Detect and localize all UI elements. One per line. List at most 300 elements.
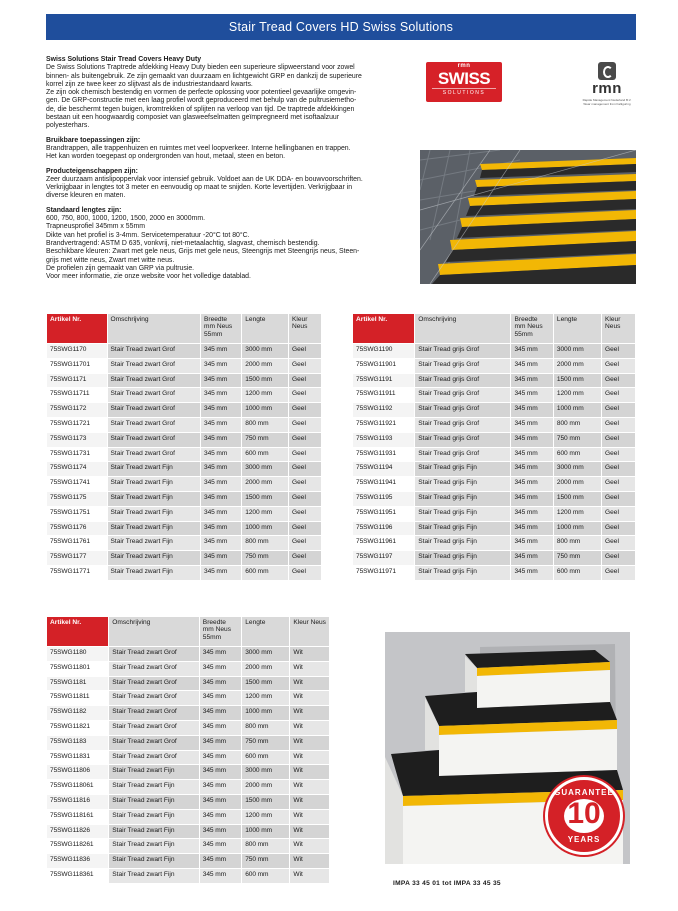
cell-length: 750 mm [553, 551, 601, 566]
intro-line: grijs met witte neus, Zwart met witte neus. [46, 256, 175, 264]
cell-width: 345 mm [511, 506, 553, 521]
cell-color: Geel [602, 388, 636, 403]
cell-color: Geel [289, 432, 322, 447]
cell-desc: Stair Tread zwart Fijn [109, 868, 200, 883]
cell-desc: Stair Tread zwart Grof [107, 373, 201, 388]
cell-color: Geel [602, 491, 636, 506]
cell-color: Geel [289, 417, 322, 432]
cell-width: 345 mm [201, 417, 242, 432]
cell-length: 1200 mm [242, 506, 289, 521]
cell-length: 600 mm [242, 868, 290, 883]
cell-code: 75SWG1175 [47, 491, 108, 506]
cell-color: Geel [602, 521, 636, 536]
column-header-code: Artikel Nr. [353, 314, 415, 344]
cell-desc: Stair Tread grijs Fijn [415, 462, 511, 477]
intro-line: Brandtrappen, alle trappenhuizen en ruimtes met veel loopverkeer. Interne hellingbanen en trappen. [46, 144, 351, 152]
cell-length: 800 mm [242, 536, 289, 551]
cell-desc: Stair Tread zwart Fijn [107, 506, 201, 521]
cell-code: 75SWG1183 [47, 735, 109, 750]
cell-desc: Stair Tread grijs Grof [415, 403, 511, 418]
cell-length: 2000 mm [242, 358, 289, 373]
cell-desc: Stair Tread zwart Grof [109, 647, 200, 662]
table-row [47, 417, 322, 432]
swiss-solutions-logo: rmn SWISS SOLUTIONS [426, 62, 502, 102]
cell-color: Wit [290, 824, 330, 839]
cell-width: 345 mm [201, 447, 242, 462]
table-row [47, 447, 322, 462]
table-row [47, 403, 322, 418]
cell-code: 75SWG11721 [47, 417, 108, 432]
cell-color: Wit [290, 720, 330, 735]
cell-length: 2000 mm [242, 477, 289, 492]
table-row [353, 447, 636, 462]
cell-width: 345 mm [199, 676, 241, 691]
cell-code: 75SWG11831 [47, 750, 109, 765]
cell-width: 345 mm [511, 358, 553, 373]
cell-length: 1200 mm [553, 506, 601, 521]
page-title: Stair Tread Covers HD Swiss Solutions [46, 14, 636, 40]
cell-desc: Stair Tread grijs Grof [415, 432, 511, 447]
table-row [47, 565, 322, 580]
cell-color: Wit [290, 809, 330, 824]
cell-desc: Stair Tread zwart Fijn [107, 551, 201, 566]
column-header-desc: Omschrijving [107, 314, 201, 344]
stairs-photo [420, 150, 636, 284]
cell-length: 750 mm [242, 551, 289, 566]
cell-color: Geel [289, 565, 322, 580]
cell-length: 1500 mm [242, 491, 289, 506]
cell-color: Geel [289, 506, 322, 521]
cell-code: 75SWG1190 [353, 344, 415, 359]
table-row [353, 491, 636, 506]
cell-desc: Stair Tread zwart Grof [107, 417, 201, 432]
cell-color: Wit [290, 647, 330, 662]
intro-section [46, 56, 411, 131]
cell-desc: Stair Tread zwart Grof [107, 358, 201, 373]
cell-width: 345 mm [199, 824, 241, 839]
cell-width: 345 mm [201, 477, 242, 492]
cell-width: 345 mm [199, 647, 241, 662]
cell-length: 750 mm [242, 432, 289, 447]
intro-line: Brandvertragend: ASTM D 635, vonkvrij, niet-metaalachtig, slagvast, chemisch bestendig. [46, 239, 320, 247]
intro-heading: Bruikbare toepassingen zijn: [46, 136, 141, 144]
cell-width: 345 mm [199, 735, 241, 750]
cell-length: 600 mm [553, 447, 601, 462]
cell-color: Geel [289, 462, 322, 477]
column-header-length: Lengte [242, 617, 290, 647]
column-header-code: Artikel Nr. [47, 314, 108, 344]
cell-length: 3000 mm [242, 462, 289, 477]
product-table-black-yellow [46, 313, 322, 581]
cell-code: 75SWG11921 [353, 417, 415, 432]
cell-desc: Stair Tread zwart Fijn [107, 491, 201, 506]
cell-code: 75SWG1182 [47, 706, 109, 721]
cell-code: 75SWG11826 [47, 824, 109, 839]
intro-line: 600, 750, 800, 1000, 1200, 1500, 2000 en 3000mm. [46, 215, 205, 223]
cell-desc: Stair Tread zwart Fijn [109, 809, 200, 824]
cell-color: Wit [290, 839, 330, 854]
table-row [47, 477, 322, 492]
intro-text [46, 56, 411, 287]
cell-code: 75SWG1191 [353, 373, 415, 388]
cell-color: Geel [289, 344, 322, 359]
table-row [47, 521, 322, 536]
table-row [353, 536, 636, 551]
table-row [353, 477, 636, 492]
cell-width: 345 mm [199, 691, 241, 706]
cell-width: 345 mm [511, 536, 553, 551]
cell-desc: Stair Tread grijs Fijn [415, 521, 511, 536]
cell-length: 3000 mm [553, 344, 601, 359]
cell-desc: Stair Tread zwart Fijn [109, 765, 200, 780]
cell-code: 75SWG1180 [47, 647, 109, 662]
column-header-desc: Omschrijving [109, 617, 200, 647]
cell-color: Geel [289, 491, 322, 506]
cell-length: 800 mm [242, 720, 290, 735]
cell-desc: Stair Tread grijs Fijn [415, 551, 511, 566]
cell-desc: Stair Tread zwart Fijn [109, 854, 200, 869]
cell-code: 75SWG1181 [47, 676, 109, 691]
cell-color: Geel [602, 477, 636, 492]
cell-code: 75SWG1197 [353, 551, 415, 566]
cell-width: 345 mm [511, 477, 553, 492]
cell-code: 75SWG11911 [353, 388, 415, 403]
cell-length: 800 mm [553, 536, 601, 551]
cell-desc: Stair Tread grijs Fijn [415, 506, 511, 521]
cell-desc: Stair Tread zwart Grof [107, 403, 201, 418]
cell-code: 75SWG1173 [47, 432, 108, 447]
cell-length: 1000 mm [242, 521, 289, 536]
cell-code: 75SWG11751 [47, 506, 108, 521]
cell-color: Geel [602, 417, 636, 432]
cell-color: Geel [602, 358, 636, 373]
cell-desc: Stair Tread grijs Grof [415, 358, 511, 373]
intro-line: Trapneusprofiel 345mm x 55mm [46, 223, 145, 231]
cell-code: 75SWG1194 [353, 462, 415, 477]
table-row [353, 417, 636, 432]
cell-color: Geel [289, 388, 322, 403]
table-row [353, 403, 636, 418]
cell-desc: Stair Tread grijs Fijn [415, 491, 511, 506]
table-header-row [353, 314, 636, 344]
table-row [47, 344, 322, 359]
table-row [47, 358, 322, 373]
cell-desc: Stair Tread zwart Grof [109, 750, 200, 765]
cell-color: Geel [289, 551, 322, 566]
cell-desc: Stair Tread zwart Fijn [109, 794, 200, 809]
cell-length: 3000 mm [553, 462, 601, 477]
cell-width: 345 mm [199, 706, 241, 721]
cell-width: 345 mm [199, 780, 241, 795]
table-row [353, 565, 636, 580]
cell-length: 2000 mm [553, 358, 601, 373]
table-row [47, 854, 330, 869]
intro-line: bestaan uit een hoogwaardig composiet van glasweefselmatten geïmpregneerd met isoftaalzuur [46, 114, 340, 122]
cell-desc: Stair Tread zwart Fijn [107, 521, 201, 536]
cell-color: Geel [602, 344, 636, 359]
table-row [47, 661, 330, 676]
table-row [47, 720, 330, 735]
cell-width: 345 mm [199, 839, 241, 854]
cell-code: 75SWG1170 [47, 344, 108, 359]
table-row [47, 551, 322, 566]
intro-line: Zeer duurzaam antislipoppervlak voor intensief gebruik. Voldoet aan de UK DDA- en bouwvoorschriften. [46, 175, 363, 183]
cell-width: 345 mm [511, 491, 553, 506]
intro-line: Verkrijgbaar in lengtes tot 3 meter en eenvoudig op maat te snijden. Korte levertijden. Verkrijgbaar in [46, 184, 353, 192]
cell-width: 345 mm [511, 388, 553, 403]
cell-code: 75SWG11741 [47, 477, 108, 492]
cell-code: 75SWG11731 [47, 447, 108, 462]
cell-width: 345 mm [201, 344, 242, 359]
intro-line: De Swiss Solutions Traptrede afdekking Heavy Duty bieden een superieure slipweerstand voor zowel [46, 64, 355, 72]
intro-line: De profielen zijn gemaakt van GRP via pultrusie. [46, 264, 195, 272]
cell-color: Geel [289, 536, 322, 551]
cell-desc: Stair Tread grijs Grof [415, 447, 511, 462]
cell-length: 1500 mm [242, 676, 290, 691]
cell-length: 750 mm [553, 432, 601, 447]
intro-line: Ze zijn ook chemisch bestendig en vormen de perfecte oplossing voor potentieel gevaarlijke omgevin- [46, 89, 357, 97]
intro-line: de, die beschermt tegen buigen, kromtrekken of splijten na verloop van tijd. De traptrede afdekkingen [46, 105, 355, 113]
cell-width: 345 mm [201, 491, 242, 506]
cell-desc: Stair Tread zwart Grof [107, 432, 201, 447]
cell-width: 345 mm [201, 403, 242, 418]
cell-code: 75SWG11971 [353, 565, 415, 580]
table-row [353, 388, 636, 403]
cell-code: 75SWG11816 [47, 794, 109, 809]
cell-code: 75SWG1177 [47, 551, 108, 566]
table-row [353, 521, 636, 536]
cell-width: 345 mm [199, 868, 241, 883]
cell-length: 2000 mm [242, 780, 290, 795]
cell-desc: Stair Tread zwart Fijn [109, 824, 200, 839]
cell-code: 75SWG11951 [353, 506, 415, 521]
cell-color: Geel [602, 551, 636, 566]
cell-length: 600 mm [242, 565, 289, 580]
cell-color: Wit [290, 735, 330, 750]
cell-code: 75SWG1171 [47, 373, 108, 388]
cell-width: 345 mm [511, 551, 553, 566]
cell-width: 345 mm [201, 506, 242, 521]
cell-length: 3000 mm [242, 765, 290, 780]
cell-width: 345 mm [511, 403, 553, 418]
table-row [47, 691, 330, 706]
cell-code: 75SWG11711 [47, 388, 108, 403]
table-header-row [47, 314, 322, 344]
cell-code: 75SWG1196 [353, 521, 415, 536]
cell-desc: Stair Tread zwart Grof [109, 735, 200, 750]
table-row [47, 809, 330, 824]
cell-desc: Stair Tread grijs Fijn [415, 477, 511, 492]
cell-length: 1200 mm [242, 809, 290, 824]
cell-color: Geel [289, 358, 322, 373]
cell-desc: Stair Tread zwart Fijn [107, 565, 201, 580]
cell-code: 75SWG1174 [47, 462, 108, 477]
cell-width: 345 mm [199, 661, 241, 676]
cell-desc: Stair Tread zwart Fijn [107, 477, 201, 492]
column-header-color: Kleur Neus [289, 314, 322, 344]
cell-code: 75SWG11931 [353, 447, 415, 462]
cell-desc: Stair Tread zwart Fijn [109, 839, 200, 854]
table-row [47, 432, 322, 447]
cell-desc: Stair Tread zwart Grof [109, 676, 200, 691]
cell-length: 1500 mm [553, 491, 601, 506]
cell-length: 1200 mm [553, 388, 601, 403]
cell-color: Geel [289, 373, 322, 388]
table-row [47, 735, 330, 750]
cell-width: 345 mm [511, 521, 553, 536]
impa-caption: IMPA 33 45 01 tot IMPA 33 45 35 [393, 880, 501, 887]
cell-width: 345 mm [201, 388, 242, 403]
intro-heading: Producteigenschappen zijn: [46, 167, 138, 175]
cell-desc: Stair Tread zwart Grof [109, 706, 200, 721]
cell-width: 345 mm [511, 373, 553, 388]
cell-code: 75SWG1192 [353, 403, 415, 418]
cell-length: 1000 mm [553, 403, 601, 418]
table-row [47, 388, 322, 403]
cell-length: 1200 mm [242, 388, 289, 403]
cell-color: Wit [290, 765, 330, 780]
cell-width: 345 mm [201, 521, 242, 536]
cell-color: Geel [289, 521, 322, 536]
cell-desc: Stair Tread grijs Grof [415, 373, 511, 388]
cell-desc: Stair Tread grijs Fijn [415, 536, 511, 551]
table-row [47, 750, 330, 765]
cell-length: 750 mm [242, 854, 290, 869]
cell-length: 2000 mm [242, 661, 290, 676]
cell-length: 600 mm [242, 447, 289, 462]
cell-length: 1000 mm [553, 521, 601, 536]
cell-code: 75SWG11771 [47, 565, 108, 580]
cell-code: 75SWG11811 [47, 691, 109, 706]
column-header-width: Breedte mm Neus 55mm [201, 314, 242, 344]
table-header-row [47, 617, 330, 647]
column-header-length: Lengte [553, 314, 601, 344]
intro-section [46, 207, 411, 282]
table-row [47, 491, 322, 506]
cell-length: 600 mm [553, 565, 601, 580]
intro-line: gen. De GRP-constructie met een laag profiel wordt geproduceerd met behulp van de pultrusiemetho- [46, 97, 357, 105]
column-header-length: Lengte [242, 314, 289, 344]
cell-width: 345 mm [201, 358, 242, 373]
table-row [353, 432, 636, 447]
intro-line: Beschikbare kleuren: Zwart met gele neus, Grijs met gele neus, Steengrijs met Steengrijs neus, Steen- [46, 248, 360, 256]
cell-length: 800 mm [242, 839, 290, 854]
cell-width: 345 mm [511, 462, 553, 477]
column-header-desc: Omschrijving [415, 314, 511, 344]
column-header-width: Breedte mm Neus 55mm [199, 617, 241, 647]
cell-width: 345 mm [201, 462, 242, 477]
column-header-width: Breedte mm Neus 55mm [511, 314, 553, 344]
cell-code: 75SWG1195 [353, 491, 415, 506]
cell-desc: Stair Tread zwart Fijn [107, 536, 201, 551]
cell-code: 75SWG11941 [353, 477, 415, 492]
product-table-black-white [46, 616, 330, 884]
table-row [353, 506, 636, 521]
cell-color: Geel [602, 462, 636, 477]
cell-desc: Stair Tread zwart Grof [107, 388, 201, 403]
intro-section [46, 168, 411, 201]
cell-color: Geel [289, 477, 322, 492]
cell-width: 345 mm [199, 720, 241, 735]
table-row [47, 506, 322, 521]
cell-code: 75SWG11806 [47, 765, 109, 780]
cell-code: 75SWG118061 [47, 780, 109, 795]
cell-desc: Stair Tread zwart Fijn [109, 780, 200, 795]
cell-desc: Stair Tread grijs Grof [415, 344, 511, 359]
cell-width: 345 mm [201, 432, 242, 447]
intro-line: diverse kleuren en maten. [46, 192, 126, 200]
cell-width: 345 mm [511, 447, 553, 462]
rmn-logo: rmn Rapide Management Nederland B.V. Wear management from Faltiguring [580, 62, 634, 122]
table-row [47, 824, 330, 839]
table-row [47, 765, 330, 780]
table-row [47, 794, 330, 809]
cell-color: Geel [602, 565, 636, 580]
table-row [353, 344, 636, 359]
cell-width: 345 mm [201, 551, 242, 566]
intro-line: Dikte van het profiel is 3-4mm. Servicetemperatuur -20°C tot 80°C. [46, 231, 250, 239]
cell-code: 75SWG118261 [47, 839, 109, 854]
cell-length: 1200 mm [242, 691, 290, 706]
cell-width: 345 mm [511, 565, 553, 580]
cell-desc: Stair Tread grijs Fijn [415, 565, 511, 580]
intro-heading: Standaard lengtes zijn: [46, 206, 122, 214]
cell-color: Geel [602, 447, 636, 462]
table-row [47, 647, 330, 662]
cell-desc: Stair Tread zwart Grof [107, 447, 201, 462]
cell-desc: Stair Tread zwart Grof [109, 720, 200, 735]
cell-color: Wit [290, 780, 330, 795]
cell-length: 1500 mm [242, 794, 290, 809]
cell-code: 75SWG1193 [353, 432, 415, 447]
table-row [47, 780, 330, 795]
cell-code: 75SWG11836 [47, 854, 109, 869]
column-header-code: Artikel Nr. [47, 617, 109, 647]
cell-length: 800 mm [553, 417, 601, 432]
cell-color: Geel [289, 447, 322, 462]
cell-width: 345 mm [201, 373, 242, 388]
stair-tread-product-photo [385, 632, 630, 864]
cell-code: 75SWG11701 [47, 358, 108, 373]
cell-desc: Stair Tread grijs Grof [415, 388, 511, 403]
cell-desc: Stair Tread zwart Grof [107, 344, 201, 359]
intro-line: korrel zijn ze twee keer zo slijtvast als de industriestandaard kwarts. [46, 80, 253, 88]
cell-color: Wit [290, 691, 330, 706]
cell-color: Geel [602, 403, 636, 418]
cell-color: Wit [290, 706, 330, 721]
cell-color: Wit [290, 868, 330, 883]
cell-code: 75SWG11961 [353, 536, 415, 551]
intro-section [46, 137, 411, 162]
cell-length: 800 mm [242, 417, 289, 432]
cell-length: 600 mm [242, 750, 290, 765]
cell-color: Wit [290, 854, 330, 869]
cell-code: 75SWG11901 [353, 358, 415, 373]
cell-code: 75SWG118361 [47, 868, 109, 883]
cell-width: 345 mm [201, 536, 242, 551]
cell-width: 345 mm [199, 854, 241, 869]
cell-width: 345 mm [511, 432, 553, 447]
intro-line: binnen- als buitengebruik. Ze zijn gemaakt van duurzaam en lichtgewicht GRP en dankzij de superieure [46, 72, 362, 80]
cell-width: 345 mm [511, 344, 553, 359]
cell-color: Wit [290, 676, 330, 691]
table-row [47, 536, 322, 551]
cell-length: 2000 mm [553, 477, 601, 492]
intro-line: polyesterhars. [46, 122, 90, 130]
table-row [47, 868, 330, 883]
table-row [47, 839, 330, 854]
table-row [353, 373, 636, 388]
